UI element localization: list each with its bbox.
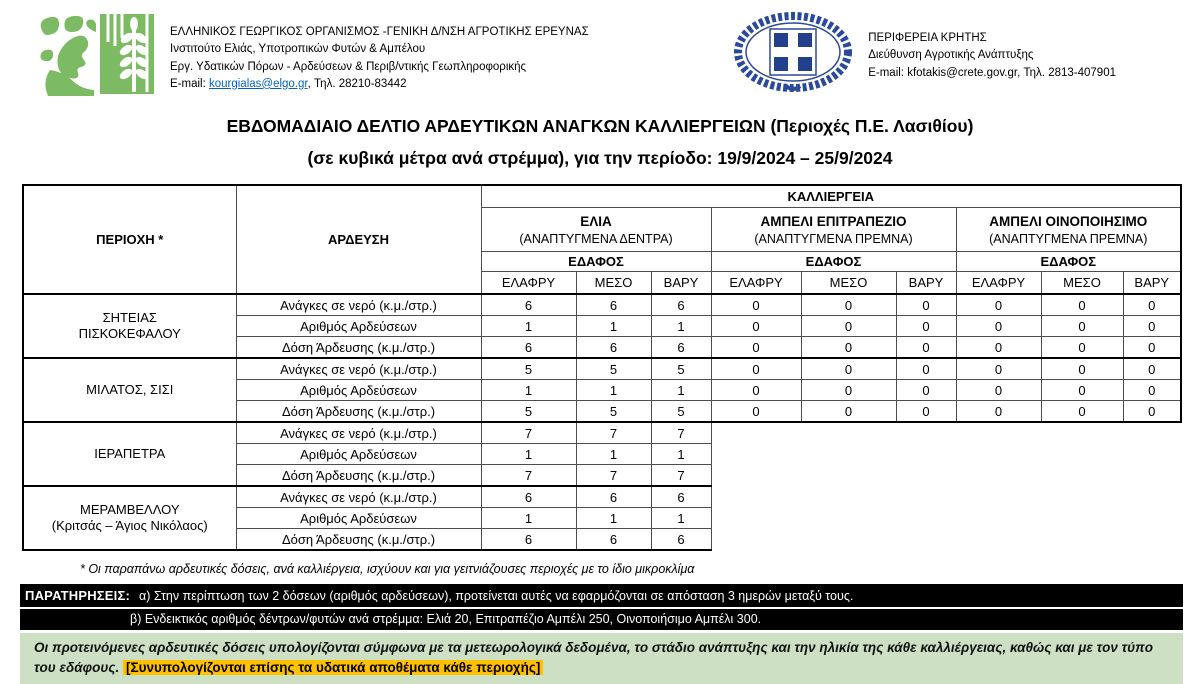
- value-cell: 6: [651, 486, 711, 508]
- region-info: [868, 12, 1116, 82]
- value-cell: 0: [956, 401, 1041, 423]
- empty-cell: [896, 508, 956, 529]
- region-line2: Διεύθυνση Αγροτικής Ανάπτυξης: [868, 49, 1034, 62]
- value-cell: 0: [1123, 316, 1181, 337]
- value-cell: 0: [956, 294, 1041, 316]
- value-cell: 0: [1041, 294, 1123, 316]
- note-b-text: β) Ενδεικτικός αριθμός δέντρων/φυτών ανά στρέμμα: Ελιά 20, Επιτραπέζιο Αμπέλι 250, Οινοποιήσιμο Αμπέλι 300.: [130, 612, 762, 626]
- org-contact: [170, 76, 589, 93]
- irrigation-metric-label: Αριθμός Αρδεύσεων: [236, 380, 481, 401]
- irrigation-table: [22, 184, 1182, 551]
- value-cell: 6: [481, 294, 576, 316]
- region-cell: ΜΕΡΑΜΒΕΛΛΟΥ (Κριτσάς – Άγιος Νικόλαος): [23, 486, 236, 550]
- value-cell: 0: [801, 294, 896, 316]
- highlighted-note: [Συνυπολογίζονται επίσης τα υδατικά αποθέματα κάθε περιοχής]: [123, 660, 543, 675]
- empty-cell: [1123, 444, 1181, 465]
- header-row-crops-title: [23, 185, 1181, 208]
- value-cell: 0: [711, 358, 801, 380]
- col-header-soil-heavy: ΒΑΡΥ: [651, 272, 711, 295]
- empty-cell: [711, 508, 801, 529]
- email-link[interactable]: kourgialas@elgo.gr: [208, 77, 308, 90]
- region-cell: ΜΙΛΑΤΟΣ, ΣΙΣΙ: [23, 358, 236, 422]
- col-header-region: ΠΕΡΙΟΧΗ *: [23, 185, 236, 294]
- table-row: [23, 294, 1181, 316]
- empty-cell: [711, 465, 801, 487]
- value-cell: 0: [801, 401, 896, 423]
- value-cell: 6: [576, 294, 651, 316]
- notes-bar-b: [20, 609, 1183, 630]
- value-cell: 0: [1041, 358, 1123, 380]
- empty-cell: [1041, 486, 1123, 508]
- col-header-soil-light: ΕΛΑΦΡΥ: [481, 272, 576, 295]
- empty-cell: [896, 529, 956, 551]
- empty-cell: [1041, 508, 1123, 529]
- value-cell: 1: [481, 316, 576, 337]
- irrigation-metric-label: Ανάγκες σε νερό (κ.μ./στρ.): [236, 486, 481, 508]
- crop-subtitle: (ΑΝΑΠΤΥΓΜΕΝΑ ΠΡΕΜΝΑ): [754, 231, 913, 246]
- empty-cell: [956, 529, 1041, 551]
- value-cell: 5: [651, 401, 711, 423]
- table-row: [23, 358, 1181, 380]
- value-cell: 1: [481, 508, 576, 529]
- value-cell: 0: [711, 401, 801, 423]
- irrigation-metric-label: Αριθμός Αρδεύσεων: [236, 316, 481, 337]
- value-cell: 0: [711, 380, 801, 401]
- value-cell: 1: [651, 380, 711, 401]
- empty-cell: [1041, 422, 1123, 444]
- value-cell: 7: [576, 422, 651, 444]
- empty-cell: [801, 529, 896, 551]
- value-cell: 1: [651, 508, 711, 529]
- notes-label: ΠΑΡΑΤΗΡΗΣΕΙΣ:: [25, 588, 130, 603]
- methodology-note: [20, 633, 1183, 684]
- empty-cell: [1123, 422, 1181, 444]
- value-cell: 5: [576, 358, 651, 380]
- value-cell: 1: [576, 508, 651, 529]
- value-cell: 5: [481, 401, 576, 423]
- irrigation-metric-label: Αριθμός Αρδεύσεων: [236, 444, 481, 465]
- region-line1: ΠΕΡΙΦΕΡΕΙΑ ΚΡΗΤΗΣ: [868, 32, 987, 44]
- table-row: [23, 422, 1181, 444]
- empty-cell: [1123, 529, 1181, 551]
- footnote: * Οι παραπάνω αρδευτικές δόσεις, ανά καλλιέργεια, ισχύουν και για γειτνιάζουσες περιοχές με το ίδιο μικροκλίμα: [80, 562, 695, 576]
- empty-cell: [956, 444, 1041, 465]
- value-cell: 0: [956, 337, 1041, 359]
- value-cell: 7: [651, 422, 711, 444]
- value-cell: 1: [481, 444, 576, 465]
- col-header-soil-heavy: ΒΑΡΥ: [1123, 272, 1181, 295]
- crop-name: ΕΛΙΑ: [580, 213, 612, 229]
- value-cell: 6: [651, 294, 711, 316]
- value-cell: 0: [956, 358, 1041, 380]
- elgo-logo-icon: [34, 12, 156, 96]
- value-cell: 7: [481, 422, 576, 444]
- empty-cell: [956, 422, 1041, 444]
- value-cell: 0: [956, 380, 1041, 401]
- value-cell: 0: [896, 380, 956, 401]
- irrigation-metric-label: Δόση Άρδευσης (κ.μ./στρ.): [236, 337, 481, 359]
- crop-name: ΑΜΠΕΛΙ ΟΙΝΟΠΟΙΗΣΙΜΟ: [989, 213, 1148, 229]
- title-line1: ΕΒΔΟΜΑΔΙΑΙΟ ΔΕΛΤΙΟ ΑΡΔΕΥΤΙΚΩΝ ΑΝΑΓΚΩΝ ΚΑΛΛΙΕΡΓΕΙΩΝ (Περιοχές Π.Ε. Λασιθίου): [226, 116, 974, 136]
- crop-subtitle: (ΑΝΑΠΤΥΓΜΕΝΑ ΠΡΕΜΝΑ): [989, 231, 1148, 246]
- col-header-soil: ΕΔΑΦΟΣ: [481, 252, 711, 272]
- value-cell: 0: [896, 337, 956, 359]
- crete-region-emblem-icon: [734, 12, 852, 92]
- org-info: [170, 12, 589, 93]
- value-cell: 7: [576, 465, 651, 487]
- empty-cell: [896, 486, 956, 508]
- value-cell: 1: [576, 380, 651, 401]
- value-cell: 0: [801, 358, 896, 380]
- value-cell: 0: [711, 337, 801, 359]
- value-cell: 1: [481, 380, 576, 401]
- empty-cell: [711, 444, 801, 465]
- value-cell: 0: [1123, 358, 1181, 380]
- empty-cell: [1123, 508, 1181, 529]
- value-cell: 0: [1123, 337, 1181, 359]
- empty-cell: [801, 486, 896, 508]
- value-cell: 6: [481, 529, 576, 551]
- value-cell: 7: [481, 465, 576, 487]
- value-cell: 5: [651, 358, 711, 380]
- value-cell: 0: [1041, 337, 1123, 359]
- page-header: [20, 12, 1180, 106]
- value-cell: 0: [1041, 380, 1123, 401]
- empty-cell: [896, 465, 956, 487]
- value-cell: 0: [1123, 401, 1181, 423]
- value-cell: 0: [801, 380, 896, 401]
- value-cell: 0: [896, 316, 956, 337]
- irrigation-metric-label: Ανάγκες σε νερό (κ.μ./στρ.): [236, 294, 481, 316]
- irrigation-metric-label: Δόση Άρδευσης (κ.μ./στρ.): [236, 401, 481, 423]
- title-line2: (σε κυβικά μέτρα ανά στρέμμα), για την περίοδο: 19/9/2024 – 25/9/2024: [307, 148, 893, 168]
- value-cell: 0: [711, 316, 801, 337]
- header-right: [734, 12, 1116, 92]
- value-cell: 0: [801, 337, 896, 359]
- org-line1: ΕΛΛΗΝΙΚΟΣ ΓΕΩΡΓΙΚΟΣ ΟΡΓΑΝΙΣΜΟΣ -ΓΕΝΙΚΗ Δ/ΝΣΗ ΑΓΡΟΤΙΚΗΣ ΕΡΕΥΝΑΣ: [170, 26, 589, 38]
- col-header-soil-light: ΕΛΑΦΡΥ: [956, 272, 1041, 295]
- empty-cell: [801, 508, 896, 529]
- empty-cell: [1123, 486, 1181, 508]
- header-left: [34, 12, 589, 96]
- irrigation-metric-label: Ανάγκες σε νερό (κ.μ./στρ.): [236, 358, 481, 380]
- empty-cell: [711, 422, 801, 444]
- value-cell: 6: [576, 337, 651, 359]
- region-line3: E-mail: kfotakis@crete.gov.gr, Τηλ. 2813-407901: [868, 66, 1116, 79]
- value-cell: 1: [651, 316, 711, 337]
- value-cell: 0: [1041, 316, 1123, 337]
- value-cell: 7: [651, 465, 711, 487]
- empty-cell: [801, 465, 896, 487]
- note-a-text: α) Στην περίπτωση των 2 δόσεων (αριθμός αρδεύσεων), προτείνεται αυτές να εφαρμόζονται σε απόσταση 3 ημερών μεταξύ τους.: [139, 588, 854, 603]
- notes-bar-a: [20, 584, 1183, 607]
- empty-cell: [711, 486, 801, 508]
- empty-cell: [801, 444, 896, 465]
- value-cell: 6: [576, 486, 651, 508]
- table-body: [23, 294, 1181, 550]
- org-line2: Ινστιτούτο Ελιάς, Υποτροπικών Φυτών & Αμπέλου: [170, 43, 426, 56]
- value-cell: 1: [576, 316, 651, 337]
- value-cell: 0: [956, 316, 1041, 337]
- methodology-text: Οι προτεινόμενες αρδευτικές δόσεις υπολογίζονται σύμφωνα με τα μετεωρολογικά δεδομένα, το στάδιο ανάπτυξης και την ηλικία της κάθε καλλιέργειας, καθώς και με τον τύπο του εδάφους.: [34, 640, 1153, 675]
- empty-cell: [956, 465, 1041, 487]
- empty-cell: [711, 529, 801, 551]
- col-header-crop-table-grape: [711, 208, 956, 252]
- value-cell: 1: [651, 444, 711, 465]
- value-cell: 6: [481, 486, 576, 508]
- value-cell: 0: [896, 294, 956, 316]
- irrigation-metric-label: Δόση Άρδευσης (κ.μ./στρ.): [236, 529, 481, 551]
- empty-cell: [896, 444, 956, 465]
- value-cell: 6: [481, 337, 576, 359]
- irrigation-metric-label: Αριθμός Αρδεύσεων: [236, 508, 481, 529]
- col-header-soil-heavy: ΒΑΡΥ: [896, 272, 956, 295]
- value-cell: 6: [576, 529, 651, 551]
- col-header-soil-medium: ΜΕΣΟ: [1041, 272, 1123, 295]
- col-header-soil: ΕΔΑΦΟΣ: [956, 252, 1181, 272]
- col-header-soil-medium: ΜΕΣΟ: [576, 272, 651, 295]
- value-cell: 5: [576, 401, 651, 423]
- region-cell: ΙΕΡΑΠΕΤΡΑ: [23, 422, 236, 486]
- page-title: [20, 110, 1180, 174]
- crop-subtitle: (ΑΝΑΠΤΥΓΜΕΝΑ ΔΕΝΤΡΑ): [519, 231, 673, 246]
- col-header-soil-light: ΕΛΑΦΡΥ: [711, 272, 801, 295]
- email-label: E-mail:: [170, 77, 209, 90]
- value-cell: 0: [896, 358, 956, 380]
- empty-cell: [956, 508, 1041, 529]
- irrigation-metric-label: Ανάγκες σε νερό (κ.μ./στρ.): [236, 422, 481, 444]
- crop-name: ΑΜΠΕΛΙ ΕΠΙΤΡΑΠΕΖΙΟ: [760, 213, 907, 229]
- col-header-irrigation: ΑΡΔΕΥΣΗ: [236, 185, 481, 294]
- value-cell: 6: [651, 337, 711, 359]
- empty-cell: [1041, 529, 1123, 551]
- empty-cell: [1041, 465, 1123, 487]
- value-cell: 0: [1041, 401, 1123, 423]
- value-cell: 5: [481, 358, 576, 380]
- value-cell: 0: [1123, 294, 1181, 316]
- empty-cell: [1041, 444, 1123, 465]
- table-row: [23, 486, 1181, 508]
- col-header-crop-olive: [481, 208, 711, 252]
- region-cell: ΣΗΤΕΙΑΣ ΠΙΣΚΟΚΕΦΑΛΟΥ: [23, 294, 236, 358]
- irrigation-metric-label: Δόση Άρδευσης (κ.μ./στρ.): [236, 465, 481, 487]
- value-cell: 6: [651, 529, 711, 551]
- value-cell: 0: [896, 401, 956, 423]
- empty-cell: [1123, 465, 1181, 487]
- empty-cell: [956, 486, 1041, 508]
- col-header-crop-wine-grape: [956, 208, 1181, 252]
- org-line3: Εργ. Υδατικών Πόρων - Αρδεύσεων & Περιβ/ντικής Γεωπληροφορικής: [170, 60, 527, 73]
- value-cell: 0: [801, 316, 896, 337]
- empty-cell: [801, 422, 896, 444]
- col-header-crops-title: ΚΑΛΛΙΕΡΓΕΙΑ: [481, 185, 1181, 208]
- col-header-soil: ΕΔΑΦΟΣ: [711, 252, 956, 272]
- value-cell: 0: [1123, 380, 1181, 401]
- empty-cell: [896, 422, 956, 444]
- col-header-soil-medium: ΜΕΣΟ: [801, 272, 896, 295]
- phone-text: , Τηλ. 28210-83442: [307, 77, 407, 90]
- value-cell: 1: [576, 444, 651, 465]
- value-cell: 0: [711, 294, 801, 316]
